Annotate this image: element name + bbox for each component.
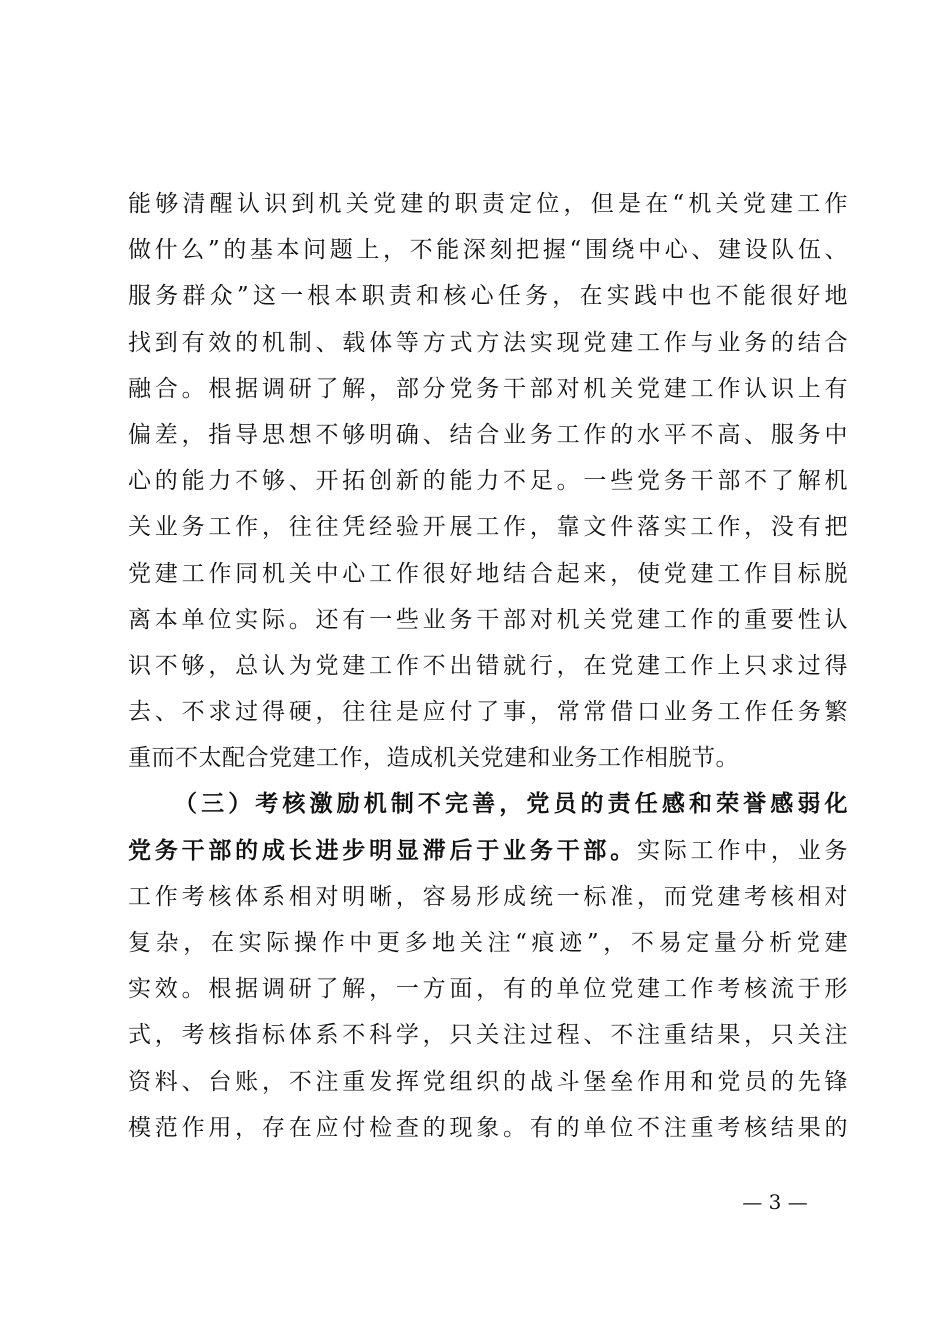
section-heading — [128, 781, 848, 827]
paragraph-line: 复杂，在实际操作中更多地关注“痕迹”，不易定量分析党建 — [128, 930, 848, 956]
paragraph-line: 关业务工作，往往凭经验开展工作，靠文件落实工作，没有把 — [128, 514, 848, 541]
paragraph-line: 偏差，指导思想不够明确、结合业务工作的水平不高、服务中 — [128, 421, 848, 448]
section-heading-text: （三）考核激励机制不完善，党员的责任感和荣誉感弱化 — [174, 790, 848, 818]
paragraph-line: 能够清醒认识到机关党建的职责定位，但是在“机关党建工作 — [128, 191, 848, 217]
paragraph-line: 心的能力不够、开拓创新的能力不足。一些党务干部不了解机 — [128, 468, 848, 495]
paragraph-line: 离本单位实际。还有一些业务干部对机关党建工作的重要性认 — [128, 606, 848, 633]
paragraph-line: 去、不求过得硬，往往是应付了事，常常借口业务工作任务繁 — [128, 699, 848, 726]
section-bold-lead: 党务干部的成长进步明显滞后于业务干部。 — [128, 836, 637, 864]
paragraph-line: 模范作用，存在应付检查的现象。有的单位不注重考核结果的 — [128, 1114, 848, 1141]
paragraph-line: 式，考核指标体系不科学，只关注过程、不注重结果，只关注 — [128, 1022, 848, 1049]
paragraph-line: 资料、台账，不注重发挥党组织的战斗堡垒作用和党员的先锋 — [128, 1068, 848, 1095]
paragraph-line: 实效。根据调研了解，一方面，有的单位党建工作考核流于形 — [128, 976, 848, 1003]
page-number: — 3 — — [742, 1190, 808, 1214]
paragraph-line: 融合。根据调研了解，部分党务干部对机关党建工作认识上有 — [128, 375, 848, 402]
paragraph-line: 做什么”的基本问题上，不能深刻把握“围绕中心、建设队伍、 — [128, 237, 848, 264]
body-text — [128, 181, 848, 1151]
section-lead-rest: 实际工作中，业务 — [636, 837, 849, 864]
paragraph-line — [128, 828, 848, 874]
paragraph-line: 识不够，总认为党建工作不出错就行，在党建工作上只求过得 — [128, 652, 848, 679]
paragraph-line: 党建工作同机关中心工作很好地结合起来，使党建工作目标脱 — [128, 560, 848, 587]
paragraph-line: 工作考核体系相对明晰，容易形成统一标准，而党建考核相对 — [128, 883, 848, 910]
paragraph-line: 服务群众”这一根本职责和核心任务，在实践中也不能很好地 — [128, 283, 848, 310]
paragraph-line: 找到有效的机制、载体等方式方法实现党建工作与业务的结合 — [128, 329, 848, 356]
paragraph-line: 重而不太配合党建工作，造成机关党建和业务工作相脱节。 — [128, 745, 739, 772]
